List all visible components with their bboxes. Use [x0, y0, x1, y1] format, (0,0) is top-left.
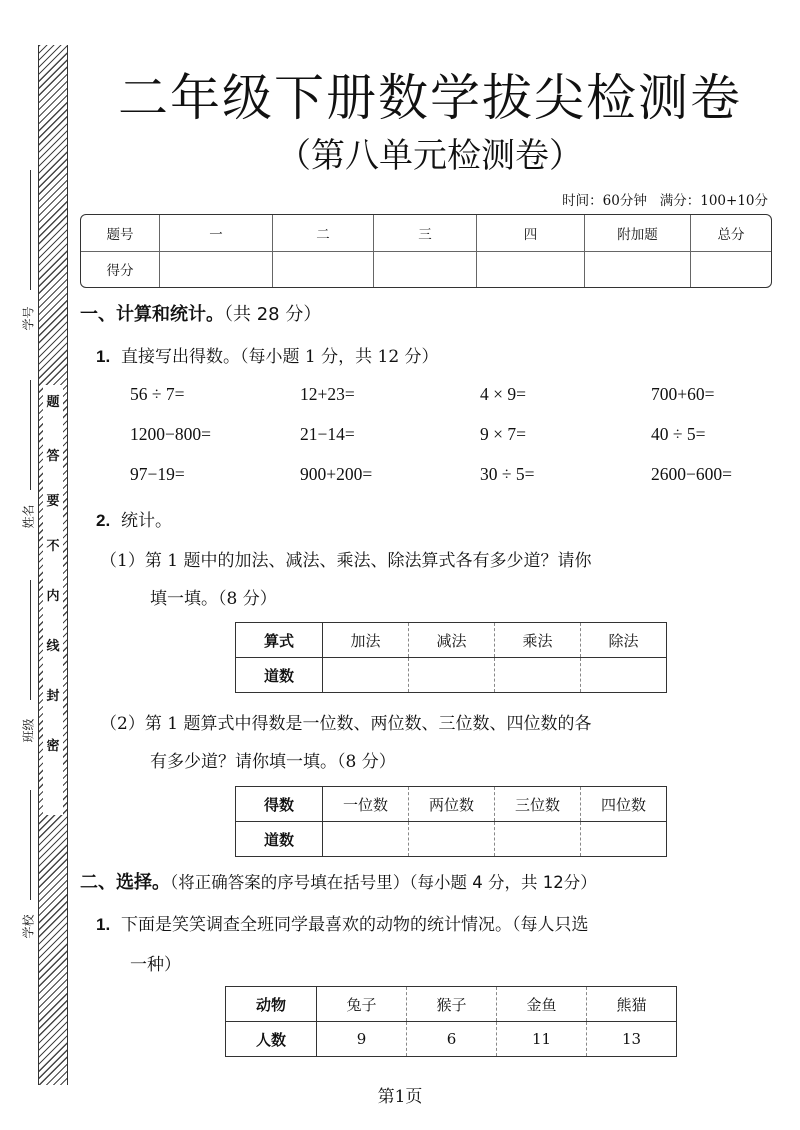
- score-cell[interactable]: [691, 251, 772, 287]
- section1-heading: [80, 300, 321, 326]
- calc-problem: 700+60=: [651, 384, 715, 404]
- section2-heading: [80, 868, 597, 894]
- score-header-cell: 四: [477, 215, 585, 251]
- animal-survey-table: [225, 986, 677, 1057]
- school-label: 学校: [21, 914, 36, 939]
- s2q1-line2: 一种）: [130, 955, 181, 975]
- table-row-label: 道数: [236, 822, 323, 857]
- name-label: 姓名: [21, 504, 36, 529]
- seal-char: 答: [46, 449, 60, 464]
- q2-part2-line1: [100, 709, 591, 734]
- q2-prompt: [96, 506, 172, 531]
- s2q1-text: 下面是笑笑调查全班同学最喜欢的动物的统计情况。（每人只选: [121, 915, 589, 935]
- table-header-cell: 兔子: [317, 987, 407, 1022]
- calc-problem: 40 ÷ 5=: [651, 424, 706, 444]
- class-label: 班级: [21, 718, 36, 743]
- q2-number: 2.: [96, 511, 111, 530]
- table-header-cell: 金鱼: [497, 987, 587, 1022]
- answer-cell[interactable]: [495, 822, 581, 857]
- score-table: [80, 214, 772, 288]
- table-header-cell: 熊猫: [587, 987, 677, 1022]
- score-header-cell: 题号: [81, 215, 160, 251]
- name-line: [30, 380, 31, 490]
- table-header-cell: 加法: [323, 623, 409, 658]
- count-cell: 11: [497, 1022, 587, 1057]
- table-header-cell: 减法: [409, 623, 495, 658]
- score-header-cell: 附加题: [585, 215, 691, 251]
- table-header-cell: 四位数: [581, 787, 667, 822]
- answer-cell[interactable]: [581, 658, 667, 693]
- section1-points: （共 28 分）: [224, 304, 322, 325]
- seal-char: 密: [46, 739, 60, 754]
- operation-count-table: [235, 622, 667, 693]
- part1-label: （1）: [100, 551, 145, 571]
- count-cell: 6: [407, 1022, 497, 1057]
- section2-instruction: （将正确答案的序号填在括号里）（每小题 4 分，共 12分）: [170, 873, 597, 892]
- q1-text: 直接写出得数。（每小题 1 分，共 12 分）: [121, 347, 439, 367]
- s2q1-number: 1.: [96, 915, 111, 934]
- calc-problem: 2600−600=: [651, 464, 732, 484]
- student-no-line: [30, 170, 31, 290]
- seal-char: 线: [46, 639, 60, 654]
- calc-problem: 900+200=: [300, 464, 373, 484]
- school-line: [30, 790, 31, 900]
- table-row-label: 道数: [236, 658, 323, 693]
- seal-char: 要: [46, 494, 60, 509]
- answer-cell[interactable]: [323, 658, 409, 693]
- student-no-label: 学号: [21, 306, 36, 331]
- score-row-label: 得分: [81, 251, 160, 287]
- table-row: [81, 215, 771, 251]
- count-cell: 9: [317, 1022, 407, 1057]
- seal-char: 封: [46, 689, 60, 704]
- answer-cell[interactable]: [409, 822, 495, 857]
- q2-part1-line1: [100, 546, 591, 571]
- page-subtitle: （第八单元检测卷）: [277, 136, 583, 176]
- binding-margin: [38, 45, 68, 1085]
- table-row: [236, 787, 667, 822]
- class-line: [30, 580, 31, 700]
- q1-prompt: [96, 342, 439, 367]
- q2-part1-line2: 填一填。（8 分）: [150, 589, 277, 609]
- score-header-cell: 总分: [691, 215, 772, 251]
- table-header-cell: 算式: [236, 623, 323, 658]
- q2-part2-line2: 有多少道？请你填一填。（8 分）: [150, 752, 396, 772]
- calc-problem: 30 ÷ 5=: [480, 464, 535, 484]
- table-row: [81, 251, 771, 287]
- table-header-cell: 得数: [236, 787, 323, 822]
- calc-problem: 12+23=: [300, 384, 355, 404]
- page-title: 二年级下册数学拔尖检测卷: [118, 69, 742, 127]
- time-limit: 时间：60分钟: [562, 193, 647, 209]
- answer-cell[interactable]: [581, 822, 667, 857]
- table-row-label: 人数: [226, 1022, 317, 1057]
- section1-title: 一、计算和统计。: [80, 304, 224, 325]
- answer-cell[interactable]: [409, 658, 495, 693]
- table-row: [236, 822, 667, 857]
- calc-problem: 56 ÷ 7=: [130, 384, 185, 404]
- part2-text: 第 1 题算式中得数是一位数、两位数、三位数、四位数的各: [144, 714, 592, 734]
- score-cell[interactable]: [585, 251, 691, 287]
- score-cell[interactable]: [160, 251, 273, 287]
- part1-text: 第 1 题中的加法、减法、乘法、除法算式各有多少道？请你: [144, 551, 592, 571]
- seal-char: 不: [46, 539, 60, 554]
- exam-meta: [562, 189, 768, 209]
- table-header-cell: 猴子: [407, 987, 497, 1022]
- calc-problem: 21−14=: [300, 424, 355, 444]
- calc-problem: 97−19=: [130, 464, 185, 484]
- calc-problem: 4 × 9=: [480, 384, 526, 404]
- calc-problem: 1200−800=: [130, 424, 211, 444]
- score-header-cell: 二: [273, 215, 374, 251]
- seal-char: 题: [46, 395, 60, 410]
- full-score: 满分：100+10分: [659, 193, 768, 209]
- table-row: [236, 658, 667, 693]
- page-number: 第1页: [377, 1087, 423, 1107]
- score-header-cell: 一: [160, 215, 273, 251]
- table-header-cell: 动物: [226, 987, 317, 1022]
- table-header-cell: 三位数: [495, 787, 581, 822]
- table-row: [226, 1022, 677, 1057]
- score-header-cell: 三: [374, 215, 477, 251]
- table-row: [226, 987, 677, 1022]
- score-cell[interactable]: [374, 251, 477, 287]
- digit-count-table: [235, 786, 667, 857]
- section2-title: 二、选择。: [80, 872, 170, 893]
- table-header-cell: 乘法: [495, 623, 581, 658]
- score-cell[interactable]: [477, 251, 585, 287]
- seal-char: 内: [46, 589, 60, 604]
- q1-number: 1.: [96, 347, 111, 366]
- s2q1-line1: [96, 910, 589, 935]
- answer-cell[interactable]: [495, 658, 581, 693]
- part2-label: （2）: [100, 714, 145, 734]
- table-header-cell: 两位数: [409, 787, 495, 822]
- table-header-cell: 除法: [581, 623, 667, 658]
- count-cell: 13: [587, 1022, 677, 1057]
- score-cell[interactable]: [273, 251, 374, 287]
- calc-problem: 9 × 7=: [480, 424, 526, 444]
- table-header-cell: 一位数: [323, 787, 409, 822]
- q2-text: 统计。: [121, 511, 172, 531]
- table-row: [236, 623, 667, 658]
- answer-cell[interactable]: [323, 822, 409, 857]
